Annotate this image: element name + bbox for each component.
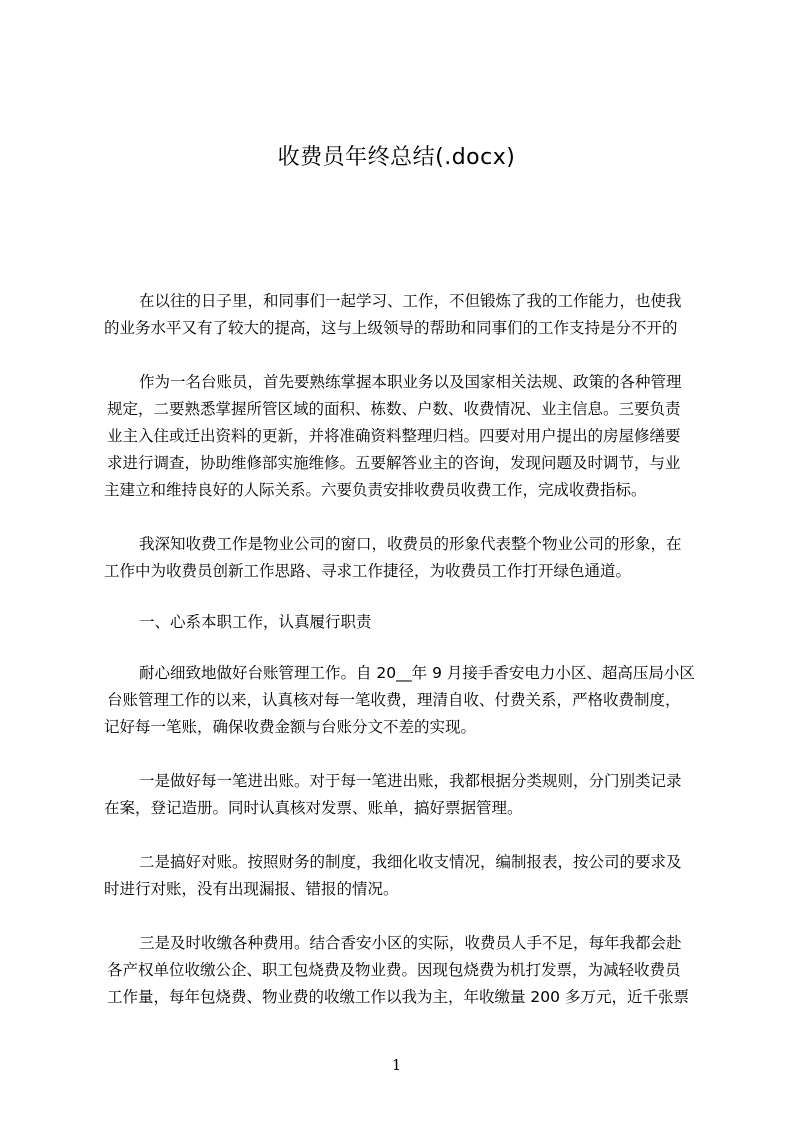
paragraph-2-line-2: 规定，二要熟悉掌握所管区域的面积、栋数、户数、收费情况、业主信息。三要负责 [107, 400, 681, 418]
section-heading-1: 一、心系本职工作，认真履行职责 [139, 613, 372, 631]
document-title: 收费员年终总结(.docx) [277, 145, 516, 170]
paragraph-5-line-2: 台账管理工作的以来，认真核对每一笔收费，理清自收、付费关系，严格收费制度， [107, 691, 681, 709]
paragraph-1-line-1: 在以往的日子里，和同事们一起学习、工作，不但锻炼了我的工作能力，也使我 [139, 292, 682, 310]
paragraph-8-line-1: 三是及时收缴各种费用。结合香安小区的实际，收费员人手不足，每年我都会赴 [139, 934, 682, 952]
paragraph-3-line-2: 工作中为收费员创新工作思路、寻求工作捷径，为收费员工作打开绿色通道。 [104, 562, 632, 580]
paragraph-2-line-5: 主建立和维持良好的人际关系。六要负责安排收费员收费工作，完成收费指标。 [104, 481, 647, 499]
paragraph-5-line-3: 记好每一笔账，确保收费金额与台账分文不差的实现。 [104, 718, 477, 736]
paragraph-8-line-3: 工作量，每年包烧费、物业费的收缴工作以我为主，年收缴量 200 多万元，近千张票 [107, 988, 689, 1006]
paragraph-6-line-1: 一是做好每一笔进出账。对于每一笔进出账，我都根据分类规则，分门别类记录 [139, 772, 682, 790]
paragraph-7-line-2: 时进行对账，没有出现漏报、错报的情况。 [104, 880, 399, 898]
paragraph-5-line-1: 耐心细致地做好台账管理工作。自 20__年 9 月接手香安电力小区、超高压局小区 [139, 664, 695, 682]
paragraph-7-line-1: 二是搞好对账。按照财务的制度，我细化收支情况，编制报表，按公司的要求及 [139, 853, 682, 871]
paragraph-2-line-1: 作为一名台账员，首先要熟练掌握本职业务以及国家相关法规、政策的各种管理 [139, 373, 682, 391]
paragraph-2-line-4: 求进行调查，协助维修部实施维修。五要解答业主的咨询，发现问题及时调节，与业 [107, 454, 681, 472]
paragraph-2-line-3: 业主入住或迁出资料的更新，并将准确资料整理归档。四要对用户提出的房屋修缮要 [107, 427, 681, 445]
page-number: 1 [391, 1056, 402, 1074]
paragraph-3-line-1: 我深知收费工作是物业公司的窗口，收费员的形象代表整个物业公司的形象，在 [139, 535, 682, 553]
paragraph-6-line-2: 在案，登记造册。同时认真核对发票、账单，搞好票据管理。 [104, 799, 523, 817]
paragraph-1-line-2: 的业务水平又有了较大的提高，这与上级领导的帮助和同事们的工作支持是分不开的 [104, 319, 678, 337]
paragraph-8-line-2: 各产权单位收缴公企、职工包烧费及物业费。因现包烧费为机打发票，为减轻收费员 [107, 961, 681, 979]
